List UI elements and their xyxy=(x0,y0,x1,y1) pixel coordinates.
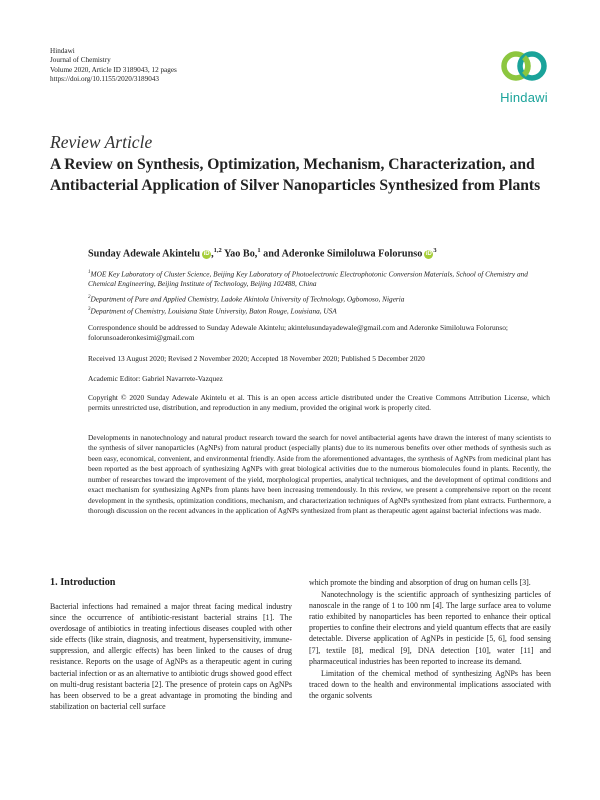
body-paragraph: Nanotechnology is the scientific approach of synthesizing particles of nanoscale in the range of 1 to 100 nm [4]. The large surface area to volume ratio exhibited by nanoparticles has been reported to enhance their optical properties to confine their electrons and yield quantum effects that are easily detectable. Diverse application of AgNPs in pesticide [5, 6], food sensing [7], textile [8], medical [9], DNA detection [10], water [11] and pharmaceutical industries has been reported to increase its demand. xyxy=(309,590,551,666)
affiliation-sup: 1 xyxy=(88,270,91,275)
author-affiliation-sup: 1 xyxy=(257,247,261,254)
affiliation-text: MOE Key Laboratory of Cluster Science, Beijing Key Laboratory of Photoelectronic Electrophotonic Conversion Materials, School of Chemistry and Chemical Engineering, Beijing Institute of Technology, Beijing 102488, China xyxy=(88,269,528,289)
author-affiliation-sup: 3 xyxy=(433,247,437,254)
hindawi-logo xyxy=(495,45,553,105)
article-title: A Review on Synthesis, Optimization, Mechanism, Characterization, and Antibacterial Application of Silver Nanoparticles Synthesized from Plants xyxy=(50,156,541,194)
author-name[interactable]: and Aderonke Similoluwa Folorunso xyxy=(263,248,423,260)
article-type: Review Article xyxy=(50,132,153,152)
body-paragraph: Limitation of the chemical method of synthesizing AgNPs has been traced down to the health and environmental implications associated with the organic solvents xyxy=(309,668,551,700)
author-list: Sunday Adewale Akintelu iD ,$^{1,2}$ Yao Bo,$^1$ and Aderonke Similoluwa Folorunso $iD^3$ xyxy=(88,247,437,260)
body-column-left xyxy=(50,601,292,712)
publication-dates: Received 13 August 2020; Revised 2 November 2020; Accepted 18 November 2020; Published 5 December 2020 xyxy=(88,354,425,363)
doi-link[interactable]: https://doi.org/10.1155/2020/3189043 xyxy=(50,74,160,83)
abstract: Developments in nanotechnology and natural product research toward the search for novel antibacterial agents have drawn the interest of many scientists to the synthesis of silver nanoparticles (AgNPs) from natural product (especially plants) due to its numerous benefits over other methods of synthesis such as been easy, economical, convenient, and environmental friendly. Aside from the aforementioned advantages, the synthesis of AgNPs from medicinal plant has been reported as the best approach of synthesizing AgNPs with great biological activities due to the numerous biomolecules found in plants. Recently, the number of researches toward the improvement of the yield, morphological properties, analytical techniques, and the development of optimal conditions and exact mechanism for synthesizing AgNPs from plants have been increasing tremendously. In this review, we present a comprehensive report on the recent development in the synthesis, optimization conditions, mechanism, and characterization techniques of AgNPs synthesized from plant extracts. Furthermore, a thorough discussion on the recent advances in the application of AgNPs synthesized from plant as therapeutic agent against bacterial infections was made. xyxy=(88,433,551,516)
author-name[interactable]: Sunday Adewale Akintelu xyxy=(88,248,201,260)
affiliation-sup: 2 xyxy=(88,295,91,300)
body-paragraph: Bacterial infections had remained a major threat facing medical industry since the occurrence of antibiotic-resistant bacterial strains [1]. The overdosage of antibiotics in treating infectious diseases coupled with other side effects (like strain, diagnosis, and treatment, hypersensitivity, immune-suppression, and allergic effects) has been linked to the causes of drug resistance. Reports on the usage of AgNPs as a therapeutic agent in curing bacterial infection or as an alternative to antibiotic drugs showed good effect on multi-drug resistant bacteria [2]. The presence of protein caps on AgNPs has been observed to be a great advantage in promoting the binding and stabilization on bacterial cell surface xyxy=(50,602,292,711)
journal-meta xyxy=(50,47,177,84)
affiliation-text: Department of Chemistry, Louisiana State University, Baton Rouge, Louisiana, USA xyxy=(90,306,337,316)
author-affiliation-sup: 1,2 xyxy=(213,247,222,254)
affiliation xyxy=(88,305,548,316)
affiliation xyxy=(88,268,548,289)
volume-line: Volume 2020, Article ID 3189043, 12 pages xyxy=(50,65,177,74)
orcid-icon[interactable]: iD xyxy=(203,251,210,258)
logo-text: Hindawi xyxy=(500,90,548,105)
journal-name: Journal of Chemistry xyxy=(50,56,111,65)
affiliation xyxy=(88,293,548,304)
hindawi-logo-icon xyxy=(499,45,549,87)
author-name[interactable]: Yao Bo, xyxy=(223,248,258,260)
correspondence-note: Correspondence should be addressed to Sunday Adewale Akintelu; akintelusundayadewale@gmail.com and Aderonke Similoluwa Folorunso; folorunsoaderonkesimi@gmail.com xyxy=(88,323,508,342)
copyright-notice: Copyright © 2020 Sunday Adewale Akintelu et al. This is an open access article distributed under the Creative Commons Attribution License, which permits unrestricted use, distribution, and reproduction in any medium, provided the original work is properly cited. xyxy=(88,393,550,412)
publisher-name: Hindawi xyxy=(50,47,75,55)
body-column-right xyxy=(309,577,551,701)
body-paragraph: which promote the binding and absorption of drug on human cells [3]. xyxy=(309,578,531,587)
orcid-icon[interactable]: iD xyxy=(425,251,432,258)
section-heading: 1. Introduction xyxy=(50,577,116,588)
affiliation-sup: 3 xyxy=(88,307,91,312)
affiliation-text: Department of Pure and Applied Chemistry, Ladoke Akintola University of Technology, Ogbomoso, Nigeria xyxy=(90,294,405,304)
academic-editor: Academic Editor: Gabriel Navarrete-Vazquez xyxy=(88,374,223,383)
